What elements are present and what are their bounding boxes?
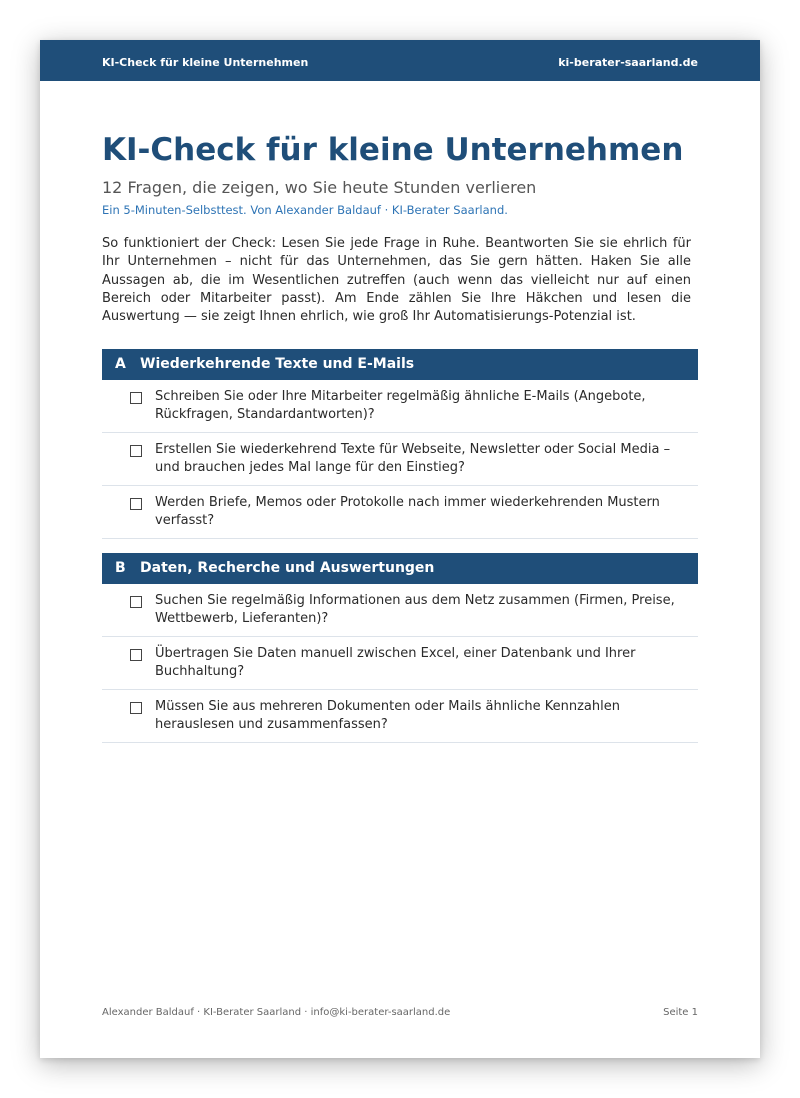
question-item[interactable] xyxy=(102,433,698,486)
document-subtitle: 12 Fragen, die zeigen, wo Sie heute Stunden verlieren xyxy=(102,178,537,197)
question-text: Suchen Sie regelmäßig Informationen aus dem Netz zusammen (Firmen, Preise, Wettbewerb, Lieferanten)? xyxy=(155,593,675,627)
question-text: Erstellen Sie wiederkehrend Texte für Webseite, Newsletter oder Social Media – und brauchen jedes Mal lange für den Einstieg? xyxy=(155,442,671,476)
intro-paragraph: So funktioniert der Check: Lesen Sie jede Frage in Ruhe. Beantworten Sie sie ehrlich für Ihr Unternehmen – nicht für das Unternehmen, das Sie gern hätten. Haken Sie alle Aussagen ab, die im Wesentlichen zutreffen (auch wenn das vielleicht nur auf einen Bereich oder Mitarbeiter passt). Am Ende zählen Sie Ihre Häkchen und lesen die Auswertung — sie zeigt Ihnen ehrlich, wie groß Ihr Automatisierungs-Potenzial ist. xyxy=(102,236,691,325)
checkbox[interactable] xyxy=(130,649,142,661)
question-text: Werden Briefe, Memos oder Protokolle nach immer wiederkehrenden Mustern verfasst? xyxy=(155,495,660,529)
section-heading xyxy=(102,553,698,584)
question-item[interactable] xyxy=(102,637,698,690)
section-letter: B xyxy=(115,560,126,577)
section-heading xyxy=(102,349,698,380)
question-text: Schreiben Sie oder Ihre Mitarbeiter regelmäßig ähnliche E-Mails (Angebote, Rückfragen, Standardantworten)? xyxy=(155,389,646,423)
header-brand: KI-Check für kleine Unternehmen xyxy=(102,56,309,69)
header-site: ki-berater-saarland.de xyxy=(558,56,698,69)
section-a xyxy=(102,349,698,539)
document-content xyxy=(102,132,698,743)
question-item[interactable] xyxy=(102,690,698,743)
footer-contact: Alexander Baldauf · KI-Berater Saarland · info@ki-berater-saarland.de xyxy=(102,1007,451,1018)
header-bar xyxy=(40,40,760,81)
question-text: Müssen Sie aus mehreren Dokumenten oder Mails ähnliche Kennzahlen herauslesen und zusammenfassen? xyxy=(155,699,620,733)
page-footer xyxy=(102,1007,698,1018)
section-title: Wiederkehrende Texte und E-Mails xyxy=(140,356,415,373)
checkbox[interactable] xyxy=(130,392,142,404)
section-b xyxy=(102,553,698,743)
question-item[interactable] xyxy=(102,380,698,433)
question-text: Übertragen Sie Daten manuell zwischen Excel, einer Datenbank und Ihrer Buchhaltung? xyxy=(155,646,636,680)
page-number: Seite 1 xyxy=(663,1007,698,1018)
section-title: Daten, Recherche und Auswertungen xyxy=(140,560,435,577)
checkbox[interactable] xyxy=(130,498,142,510)
document-tagline: Ein 5-Minuten-Selbsttest. Von Alexander Baldauf · KI-Berater Saarland. xyxy=(102,203,508,217)
question-item[interactable] xyxy=(102,486,698,539)
checkbox[interactable] xyxy=(130,702,142,714)
question-item[interactable] xyxy=(102,584,698,637)
checkbox[interactable] xyxy=(130,445,142,457)
document-title: KI-Check für kleine Unternehmen xyxy=(102,132,684,168)
section-letter: A xyxy=(115,356,126,373)
document-page xyxy=(40,40,760,1058)
checkbox[interactable] xyxy=(130,596,142,608)
